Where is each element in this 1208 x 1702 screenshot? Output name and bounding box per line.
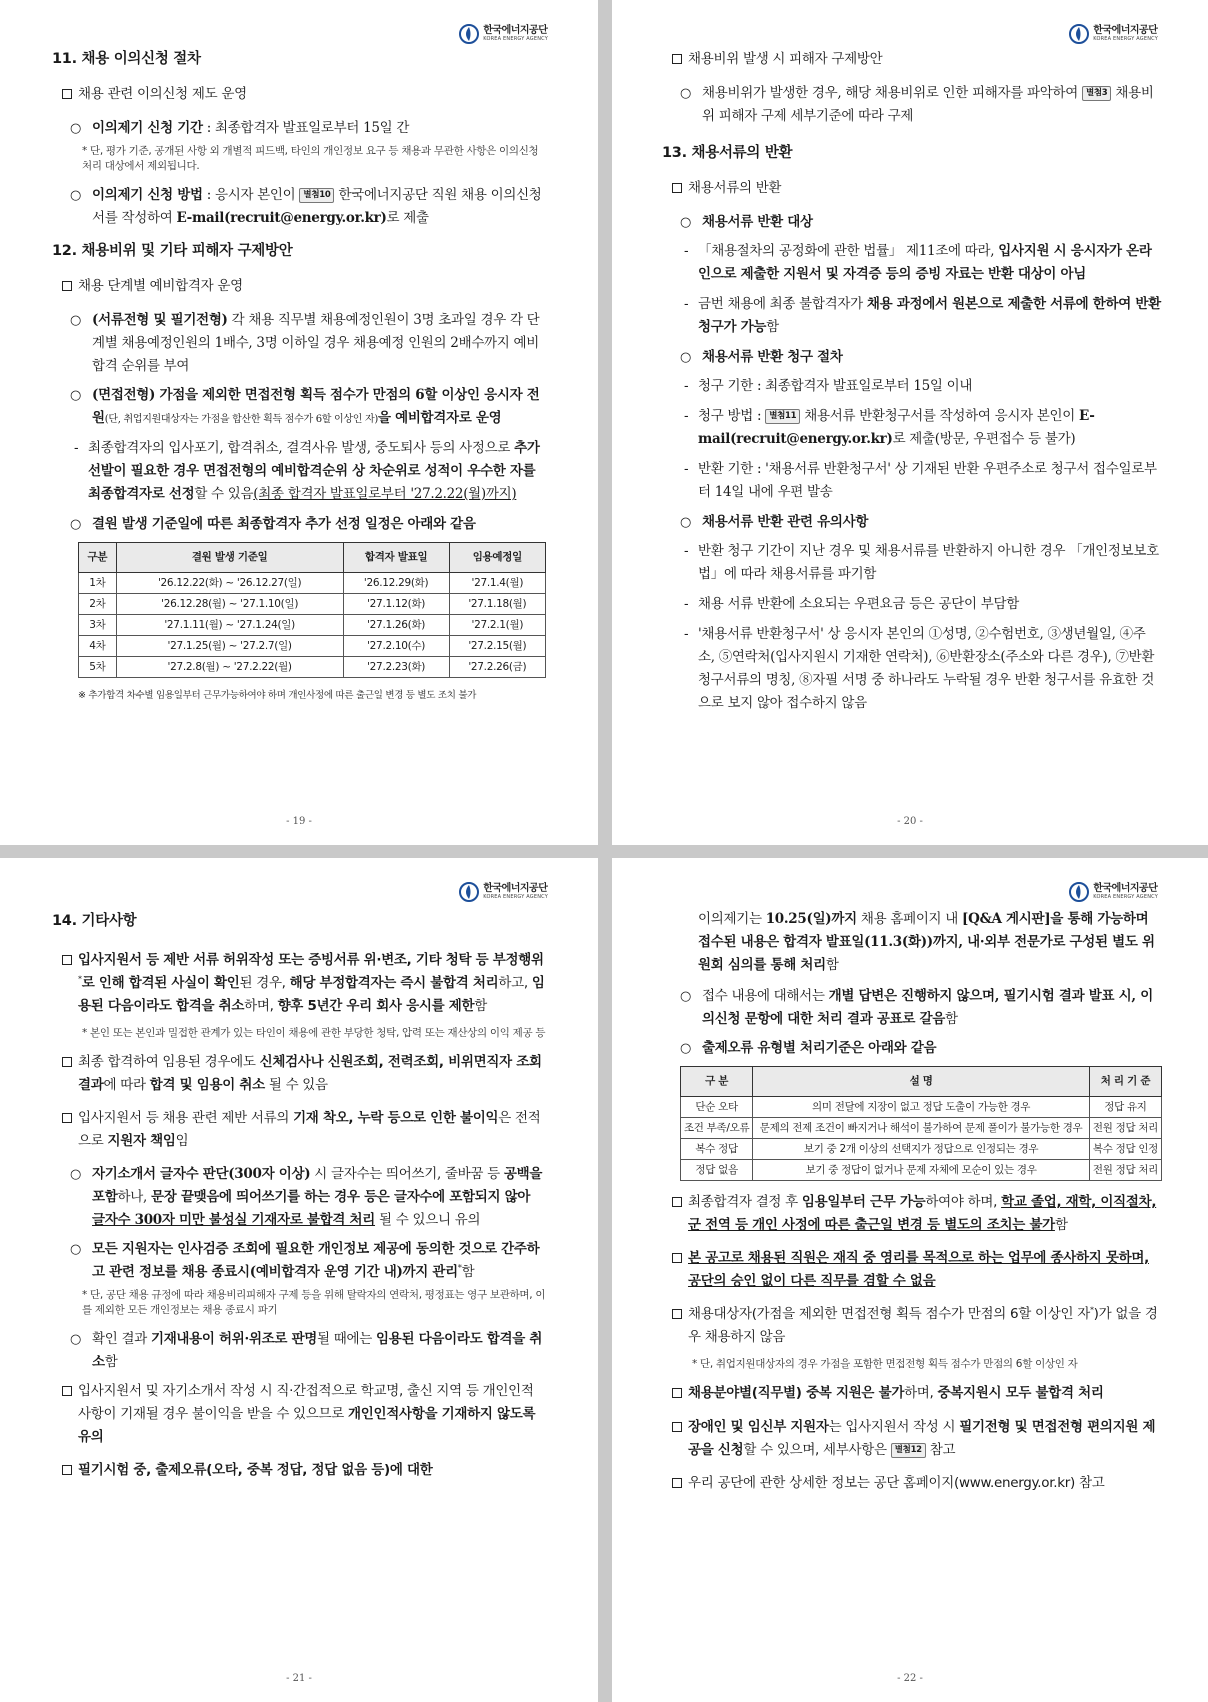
circle-item: ○ 채용서류 반환 대상	[680, 211, 1162, 234]
page-21	[0, 858, 598, 1702]
table-header-cell: 설 명	[753, 1067, 1090, 1097]
dash-item: - 최종합격자의 입사포기, 합격취소, 결격사유 발생, 중도퇴사 등의 사정으로 추가 선발이 필요한 경우 면접전형의 예비합격순위 상 차순위로 성적이 우수한 자를 최종합격자로 선정할 수 있음(최종 합격자 발표일로부터 '27.2.22(월)까지)	[74, 440, 540, 502]
table-cell: '26.12.22(화) ~ '26.12.27(일)	[116, 573, 343, 594]
square-bullet-icon	[672, 1388, 682, 1398]
table-row	[681, 1118, 1162, 1139]
circle-item: ○ (면접전형) 가점을 제외한 면접전형 획득 점수가 만점의 6할 이상인 응시자 전원(단, 취업지원대상자는 가점을 합산한 획득 점수가 6할 이상인 자)을 예비합격자로 운영	[70, 384, 546, 431]
table-cell: '27.2.23(화)	[343, 657, 449, 678]
circle-item: ○ (서류전형 및 필기전형) 각 채용 직무별 채용예정인원이 3명 초과일 경우 각 단계별 채용예정인원의 1배수, 3명 이하일 경우 채용예정 인원의 2배수까지 예비합격 순위를 부여	[70, 309, 546, 378]
table-cell: 단순 오타	[681, 1097, 753, 1118]
table-cell: '27.2.8(월) ~ '27.2.22(월)	[116, 657, 343, 678]
table-cell: 5차	[79, 657, 117, 678]
circle-item: ○ 확인 결과 기재내용이 허위·위조로 판명될 때에는 임용된 다음이라도 합격을 취소함	[70, 1328, 546, 1374]
table-row	[79, 573, 546, 594]
table-header-cell: 구 분	[681, 1067, 753, 1097]
box-item: 장애인 및 임신부 지원자는 입사지원서 작성 시 필기전형 및 면접전형 편의지원 제공을 신청할 수 있으며, 세부사항은 별첨12 참고	[672, 1416, 1162, 1462]
circle-bullet-icon: ○	[70, 388, 82, 403]
square-bullet-icon	[62, 89, 72, 99]
schedule-table-wrap	[78, 542, 546, 707]
attachment-badge: 별첨11	[765, 409, 800, 424]
footnote: * 단, 취업지원대상자의 경우 가점을 포함한 면접전형 획득 점수가 만점의 6할 이상인 자	[692, 1358, 1078, 1370]
circle-bullet-icon: ○	[680, 989, 692, 1004]
square-bullet-icon	[62, 1113, 72, 1123]
circle-bullet-icon: ○	[680, 1041, 692, 1056]
box-item: 채용대상자(가점을 제외한 면접전형 획득 점수가 만점의 6할 이상인 자*)가 없을 경우 채용하지 않음	[672, 1303, 1162, 1349]
circle-bullet-icon: ○	[70, 1242, 82, 1257]
footnote: * 단, 공단 채용 규정에 따라 채용비리피해자 구제 등을 위해 탈락자의 연락처, 평정표는 영구 보관하며, 이를 제외한 모든 개인정보는 채용 종료시 파기	[82, 1289, 546, 1316]
page-number: - 19 -	[286, 816, 312, 827]
table-row	[79, 636, 546, 657]
attachment-badge: 별첨12	[891, 1443, 926, 1458]
table-cell: 전원 정답 처리	[1089, 1118, 1161, 1139]
box-item: 입사지원서 등 제반 서류 허위작성 또는 증빙서류 위·변조, 기타 청탁 등 부정행위*로 인해 합격된 사실이 확인된 경우, 해당 부정합격자는 즉시 불합격 처리하고, 임용된 다음이라도 합격을 취소하며, 향후 5년간 우리 회사 응시를 제한함	[62, 949, 546, 1018]
dash-item: - 반환 기한 : '채용서류 반환청구서' 상 기재된 반환 우편주소로 청구서 접수일로부터 14일 내에 우편 발송	[684, 461, 1157, 500]
agency-logo-icon	[1069, 24, 1089, 44]
table-cell: 1차	[79, 573, 117, 594]
dash-item: - 금번 채용에 최종 불합격자가 채용 과정에서 원본으로 제출한 서류에 한하여 반환 청구가 가능함	[684, 296, 1161, 335]
circle-bullet-icon: ○	[70, 517, 82, 532]
section-13-title: 13. 채용서류의 반환	[662, 145, 793, 161]
square-bullet-icon	[672, 1309, 682, 1319]
email-address: E-mail(recruit@energy.or.kr)	[698, 408, 1095, 447]
table-row	[79, 594, 546, 615]
circle-bullet-icon: ○	[680, 515, 692, 530]
table-header-cell: 결원 발생 기준일	[116, 543, 343, 573]
agency-logo-icon	[459, 24, 479, 44]
continued-paragraph: 이의제기는 10.25(일)까지 채용 홈페이지 내 [Q&A 게시판]을 통해 가능하며 접수된 내용은 합격자 발표일(11.3(화))까지, 내·외부 전문가로 구성된 별도 위원회 심의를 통해 처리함	[698, 911, 1155, 973]
error-criteria-table	[680, 1066, 1162, 1181]
circle-item: ○ 이의제기 신청 방법 : 응시자 본인이 별첨10 한국에너지공단 직원 채용 이의신청서를 작성하여 E-mail(recruit@energy.or.kr)로 제출	[70, 184, 546, 230]
square-bullet-icon	[672, 1422, 682, 1432]
square-bullet-icon	[672, 183, 682, 193]
attachment-badge: 별첨3	[1082, 86, 1111, 101]
table-cell: '27.1.12(화)	[343, 594, 449, 615]
section-12-title: 12. 채용비위 및 기타 피해자 구제방안	[52, 243, 293, 259]
table-header-cell: 구분	[79, 543, 117, 573]
circle-item: ○ 결원 발생 기준일에 따른 최종합격자 추가 선정 일정은 아래와 같음	[70, 513, 546, 536]
table-header-cell: 임용예정일	[449, 543, 545, 573]
email-address: E-mail(recruit@energy.or.kr)	[176, 210, 387, 226]
dash-item: - 청구 방법 : 별첨11 채용서류 반환청구서를 작성하여 응시자 본인이 E-mail(recruit@energy.or.kr)로 제출(방문, 우편접수 등 불가)	[684, 408, 1095, 447]
circle-item: ○ 출제오류 유형별 처리기준은 아래와 같음	[680, 1037, 1162, 1060]
table-cell: 복수 정답 인정	[1089, 1139, 1161, 1160]
table-row	[681, 1160, 1162, 1181]
table-cell: '26.12.28(월) ~ '27.1.10(일)	[116, 594, 343, 615]
table-cell: '27.1.18(월)	[449, 594, 545, 615]
table-cell: 정답 유지	[1089, 1097, 1161, 1118]
circle-bullet-icon: ○	[70, 313, 82, 328]
square-bullet-icon	[62, 1465, 72, 1475]
table-cell: '26.12.29(화)	[343, 573, 449, 594]
schedule-table	[78, 542, 546, 678]
box-item: 입사지원서 등 채용 관련 제반 서류의 기재 착오, 누락 등으로 인한 불이익은 전적으로 지원자 책임임	[62, 1107, 546, 1153]
agency-logo	[459, 24, 548, 44]
agency-logo-icon	[1069, 882, 1089, 902]
circle-item: ○ 채용서류 반환 관련 유의사항	[680, 511, 1162, 534]
circle-item: ○ 이의제기 신청 기간 : 최종합격자 발표일로부터 15일 간	[70, 117, 546, 140]
dash-item: - 「채용절차의 공정화에 관한 법률」 제11조에 따라, 입사지원 시 응시자가 온라인으로 제출한 지원서 및 자격증 등의 증빙 자료는 반환 대상이 아님	[684, 243, 1152, 282]
box-item: 채용분야별(직무별) 중복 지원은 불가하며, 중복지원시 모두 불합격 처리	[672, 1382, 1162, 1406]
table-cell: 3차	[79, 615, 117, 636]
square-bullet-icon	[62, 955, 72, 965]
page-22	[612, 858, 1208, 1702]
dash-item: - 반환 청구 기간이 지난 경우 및 채용서류를 반환하지 아니한 경우 「개인정보보호법」에 따라 채용서류를 파기함	[684, 543, 1159, 582]
box-item: 채용 단계별 예비합격자 운영	[62, 275, 546, 299]
circle-item: ○ 채용비위가 발생한 경우, 해당 채용비위로 인한 피해자를 파악하여 별첨3 채용비위 피해자 구제 세부기준에 따라 구제	[680, 82, 1162, 128]
table-row	[79, 615, 546, 636]
box-item: 우리 공단에 관한 상세한 정보는 공단 홈페이지(www.energy.or.kr) 참고	[672, 1472, 1162, 1496]
dash-item: - 청구 기한 : 최종합격자 발표일로부터 15일 이내	[684, 378, 973, 394]
table-cell: '27.2.1(월)	[449, 615, 545, 636]
agency-logo: 한국에너지공단 KOREA ENERGY AGENCY	[1069, 24, 1158, 44]
circle-bullet-icon: ○	[680, 86, 692, 101]
table-cell: 정답 없음	[681, 1160, 753, 1181]
circle-item: ○ 접수 내용에 대해서는 개별 답변은 진행하지 않으며, 필기시험 결과 발표 시, 이의신청 문항에 대한 처리 결과 공표로 갈음함	[680, 985, 1162, 1031]
attachment-badge: 별첨10	[299, 188, 334, 203]
table-row	[681, 1097, 1162, 1118]
circle-item: ○ 채용서류 반환 청구 절차	[680, 346, 1162, 369]
table-row	[79, 657, 546, 678]
section-11-title: 11. 채용 이의신청 절차	[52, 51, 201, 67]
table-cell: 의미 전달에 지장이 없고 정답 도출이 가능한 경우	[753, 1097, 1090, 1118]
square-bullet-icon	[62, 1057, 72, 1067]
box-item: 최종 합격하여 임용된 경우에도 신체검사나 신원조회, 전력조회, 비위면직자 조회 결과에 따라 합격 및 임용이 취소 될 수 있음	[62, 1051, 546, 1097]
table-cell: '27.1.25(월) ~ '27.2.7(일)	[116, 636, 343, 657]
square-bullet-icon	[672, 1478, 682, 1488]
dash-item: - 채용 서류 반환에 소요되는 우편요금 등은 공단이 부담함	[684, 596, 1019, 612]
table-cell: '27.2.26(금)	[449, 657, 545, 678]
error-table-wrap	[680, 1066, 1162, 1181]
box-item: 채용비위 발생 시 피해자 구제방안	[672, 48, 1162, 72]
table-cell: '27.1.4(월)	[449, 573, 545, 594]
logo-english-name: KOREA ENERGY AGENCY	[483, 36, 548, 42]
dash-item: - '채용서류 반환청구서' 상 응시자 본인의 ①성명, ②수험번호, ③생년월일, ④주소, ⑤연락처(입사지원시 기재한 연락처), ⑥반환장소(주소와 다른 경우), ⑦반환 청구서류의 명칭, ⑧자필 서명 중 하나라도 누락될 경우 반환 청구서를 유효한 것으로 보지 않아 접수하지 않음	[684, 626, 1155, 711]
table-cell: 보기 중 2개 이상의 선택지가 정답으로 인정되는 경우	[753, 1139, 1090, 1160]
agency-logo: 한국에너지공단 KOREA ENERGY AGENCY	[1069, 882, 1158, 902]
page-number: - 20 -	[897, 816, 923, 827]
box-item: 채용서류의 반환	[672, 177, 1162, 201]
box-item: 입사지원서 및 자기소개서 작성 시 직·간접적으로 학교명, 출신 지역 등 개인인적사항이 기재될 경우 불이익을 받을 수 있으므로 개인인적사항을 기재하지 않도록 유의	[62, 1380, 546, 1449]
table-header-cell: 합격자 발표일	[343, 543, 449, 573]
table-cell: 조건 부족/오류	[681, 1118, 753, 1139]
table-cell: '27.1.11(월) ~ '27.1.24(일)	[116, 615, 343, 636]
table-cell: '27.2.15(월)	[449, 636, 545, 657]
table-cell: '27.2.10(수)	[343, 636, 449, 657]
square-bullet-icon	[62, 1386, 72, 1396]
circle-bullet-icon: ○	[70, 188, 82, 203]
page-19	[0, 0, 598, 845]
box-item: 필기시험 중, 출제오류(오타, 중복 정답, 정답 없음 등)에 대한	[62, 1459, 546, 1483]
table-cell: '27.1.26(화)	[343, 615, 449, 636]
circle-bullet-icon: ○	[680, 215, 692, 230]
circle-item: ○ 모든 지원자는 인사검증 조회에 필요한 개인정보 제공에 동의한 것으로 간주하고 관련 정보를 채용 종료시(예비합격자 운영 기간 내)까지 관리*함	[70, 1238, 546, 1284]
circle-bullet-icon: ○	[680, 350, 692, 365]
table-row	[681, 1139, 1162, 1160]
footnote: * 본인 또는 본인과 밀접한 관계가 있는 타인이 채용에 관한 부당한 청탁, 압력 또는 재산상의 이익 제공 등	[82, 1027, 546, 1039]
table-note: ※ 추가합격 차수별 임용일부터 근무가능하여야 하며 개인사정에 따른 출근일 변경 등 별도 조치 불가	[78, 690, 477, 701]
footnote: * 단, 평가 기준, 공개된 사항 외 개별적 피드백, 타인의 개인정보 요구 등 채용과 무관한 사항은 이의신청 처리 대상에서 제외됩니다.	[82, 145, 539, 172]
circle-bullet-icon: ○	[70, 1167, 82, 1182]
circle-bullet-icon: ○	[70, 1332, 82, 1347]
page-number: - 22 -	[897, 1673, 923, 1684]
table-cell: 복수 정답	[681, 1139, 753, 1160]
logo-korean-name: 한국에너지공단	[483, 25, 548, 36]
agency-logo-icon	[459, 882, 479, 902]
table-cell: 4차	[79, 636, 117, 657]
page-number: - 21 -	[286, 1673, 312, 1684]
agency-logo: 한국에너지공단 KOREA ENERGY AGENCY	[459, 882, 548, 902]
table-cell: 전원 정답 처리	[1089, 1160, 1161, 1181]
table-header-cell: 처 리 기 준	[1089, 1067, 1161, 1097]
square-bullet-icon	[672, 54, 682, 64]
section-14-title: 14. 기타사항	[52, 913, 137, 929]
circle-bullet-icon: ○	[70, 121, 82, 136]
box-item: 본 공고로 채용된 직원은 재직 중 영리를 목적으로 하는 업무에 종사하지 못하며, 공단의 승인 없이 다른 직무를 겸할 수 없음	[672, 1247, 1162, 1293]
box-item: 최종합격자 결정 후 임용일부터 근무 가능하여야 하며, 학교 졸업, 재학, 이직절차, 군 전역 등 개인 사정에 따른 출근일 변경 등 별도의 조치는 불가함	[672, 1191, 1162, 1237]
table-cell: 문제의 전제 조건이 빠지거나 해석이 불가하여 문제 풀이가 불가능한 경우	[753, 1118, 1090, 1139]
table-cell: 보기 중 정답이 없거나 문제 자체에 모순이 있는 경우	[753, 1160, 1090, 1181]
table-cell: 2차	[79, 594, 117, 615]
box-item	[62, 83, 546, 107]
square-bullet-icon	[62, 281, 72, 291]
page-20	[612, 0, 1208, 845]
box-item-text: 채용 관련 이의신청 제도 운영	[78, 86, 247, 102]
circle-item: ○ 자기소개서 글자수 판단(300자 이상) 시 글자수는 띄어쓰기, 줄바꿈 등 공백을 포함하나, 문장 끝맺음에 띄어쓰기를 하는 경우 등은 글자수에 포함되지 않아 글자수 300자 미만 불성실 기재자로 불합격 처리 될 수 있으니 유의	[70, 1163, 546, 1232]
square-bullet-icon	[672, 1253, 682, 1263]
square-bullet-icon	[672, 1197, 682, 1207]
